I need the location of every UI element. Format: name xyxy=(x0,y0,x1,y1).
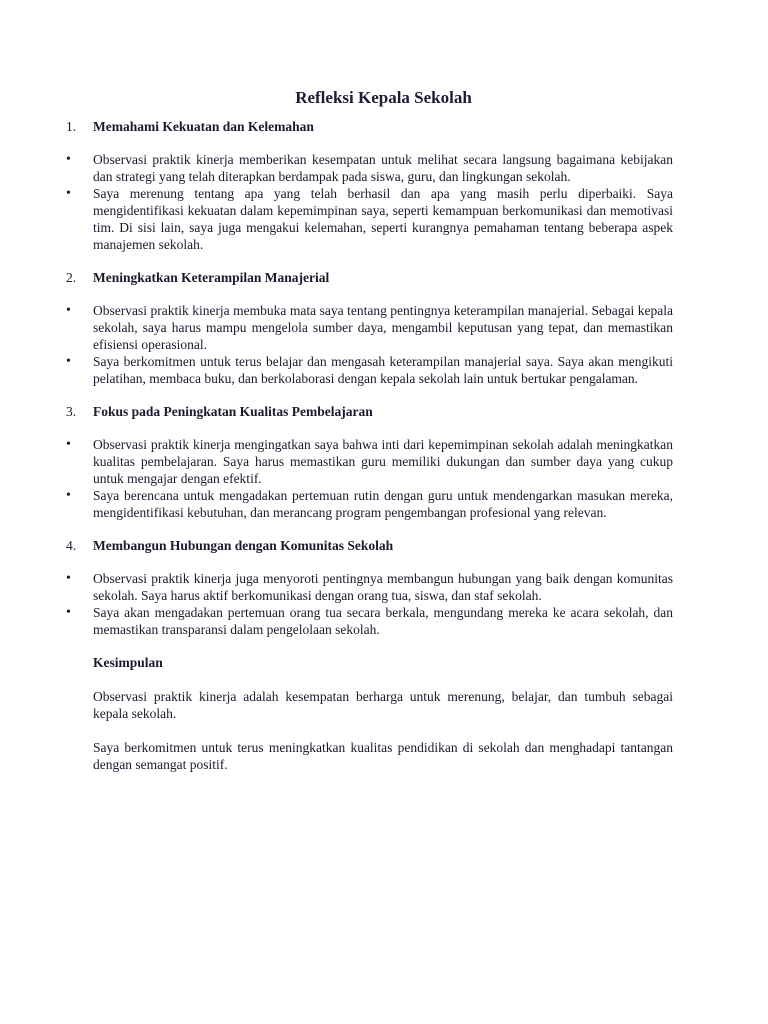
list-item-text: Saya berkomitmen untuk terus belajar dan mengasah keterampilan manajerial saya. Saya akan mengikuti pelatihan, membaca buku, dan berkolaborasi dengan kepala sekolah lain untuk bertukar pengalaman. xyxy=(93,354,673,386)
document-title: Refleksi Kepala Sekolah xyxy=(295,88,472,107)
section-heading xyxy=(66,537,673,554)
list-item xyxy=(66,151,673,185)
section-number: 1. xyxy=(66,119,77,134)
section-title: Membangun Hubungan dengan Komunitas Sekolah xyxy=(93,538,394,553)
section-heading xyxy=(66,118,673,135)
conclusion-paragraph: Saya berkomitmen untuk terus meningkatkan kualitas pendidikan di sekolah dan menghadapi tantangan dengan semangat positif. xyxy=(93,740,673,772)
section-title: Meningkatkan Keterampilan Manajerial xyxy=(93,270,330,285)
bullet-icon: • xyxy=(66,488,71,503)
bullet-icon: • xyxy=(66,437,71,452)
bullet-icon: • xyxy=(66,605,71,620)
section-2 xyxy=(66,269,673,387)
section-number: 2. xyxy=(66,270,77,285)
bullet-icon: • xyxy=(66,186,71,201)
list-item xyxy=(66,604,673,638)
list-item xyxy=(66,487,673,521)
list-item-text: Observasi praktik kinerja juga menyoroti pentingnya membangun hubungan yang baik dengan komunitas sekolah. Saya harus aktif berkomunikasi dengan orang tua, siswa, dan staf sekolah. xyxy=(93,571,673,603)
list-item xyxy=(66,353,673,387)
section-title: Fokus pada Peningkatan Kualitas Pembelajaran xyxy=(93,404,373,419)
bullet-icon: • xyxy=(66,354,71,369)
list-item-text: Saya berencana untuk mengadakan pertemuan rutin dengan guru untuk mendengarkan masukan mereka, mengidentifikasi kebutuhan, dan merancang program pengembangan profesional yang relevan. xyxy=(93,488,673,520)
section-heading xyxy=(66,403,673,420)
section-heading xyxy=(66,269,673,286)
list-item-text: Observasi praktik kinerja membuka mata saya tentang pentingnya keterampilan manajerial. Sebagai kepala sekolah, saya harus mampu mengelola sumber daya, mengambil keputusan yang tepat, dan memastikan efisiensi operasional. xyxy=(93,303,673,352)
section-4 xyxy=(66,537,673,638)
bullet-icon: • xyxy=(66,303,71,318)
list-item-text: Saya merenung tentang apa yang telah berhasil dan apa yang masih perlu diperbaiki. Saya mengidentifikasi kekuatan dalam kepemimpinan saya, seperti kemampuan berkomunikasi dan memotivasi tim. Di sisi lain, saya juga mengakui kelemahan, seperti kurangnya pemahaman tentang beberapa aspek manajemen sekolah. xyxy=(93,186,673,252)
bullet-list xyxy=(66,436,673,521)
bullet-list xyxy=(66,302,673,387)
section-number: 4. xyxy=(66,538,77,553)
list-item-text: Saya akan mengadakan pertemuan orang tua secara berkala, mengundang mereka ke acara sekolah, dan memastikan transparansi dalam pengelolaan sekolah. xyxy=(93,605,673,637)
section-1 xyxy=(66,118,673,253)
conclusion-section xyxy=(93,654,673,773)
list-item xyxy=(66,570,673,604)
list-item-text: Observasi praktik kinerja memberikan kesempatan untuk melihat secara langsung bagaimana kebijakan dan strategi yang telah diterapkan berdampak pada siswa, guru, dan lingkungan sekolah. xyxy=(93,152,673,184)
conclusion-heading: Kesimpulan xyxy=(93,655,163,670)
section-number: 3. xyxy=(66,404,77,419)
conclusion-paragraph: Observasi praktik kinerja adalah kesempatan berharga untuk merenung, belajar, dan tumbuh sebagai kepala sekolah. xyxy=(93,689,673,721)
section-title: Memahami Kekuatan dan Kelemahan xyxy=(93,119,314,134)
list-item xyxy=(66,185,673,253)
bullet-icon: • xyxy=(66,571,71,586)
bullet-icon: • xyxy=(66,152,71,167)
list-item-text: Observasi praktik kinerja mengingatkan saya bahwa inti dari kepemimpinan sekolah adalah meningkatkan kualitas pembelajaran. Saya harus memastikan guru memiliki dukungan dan sumber daya yang cukup untuk mengajar dengan efektif. xyxy=(93,437,673,486)
bullet-list xyxy=(66,570,673,638)
section-3 xyxy=(66,403,673,521)
bullet-list xyxy=(66,151,673,253)
list-item xyxy=(66,436,673,487)
list-item xyxy=(66,302,673,353)
